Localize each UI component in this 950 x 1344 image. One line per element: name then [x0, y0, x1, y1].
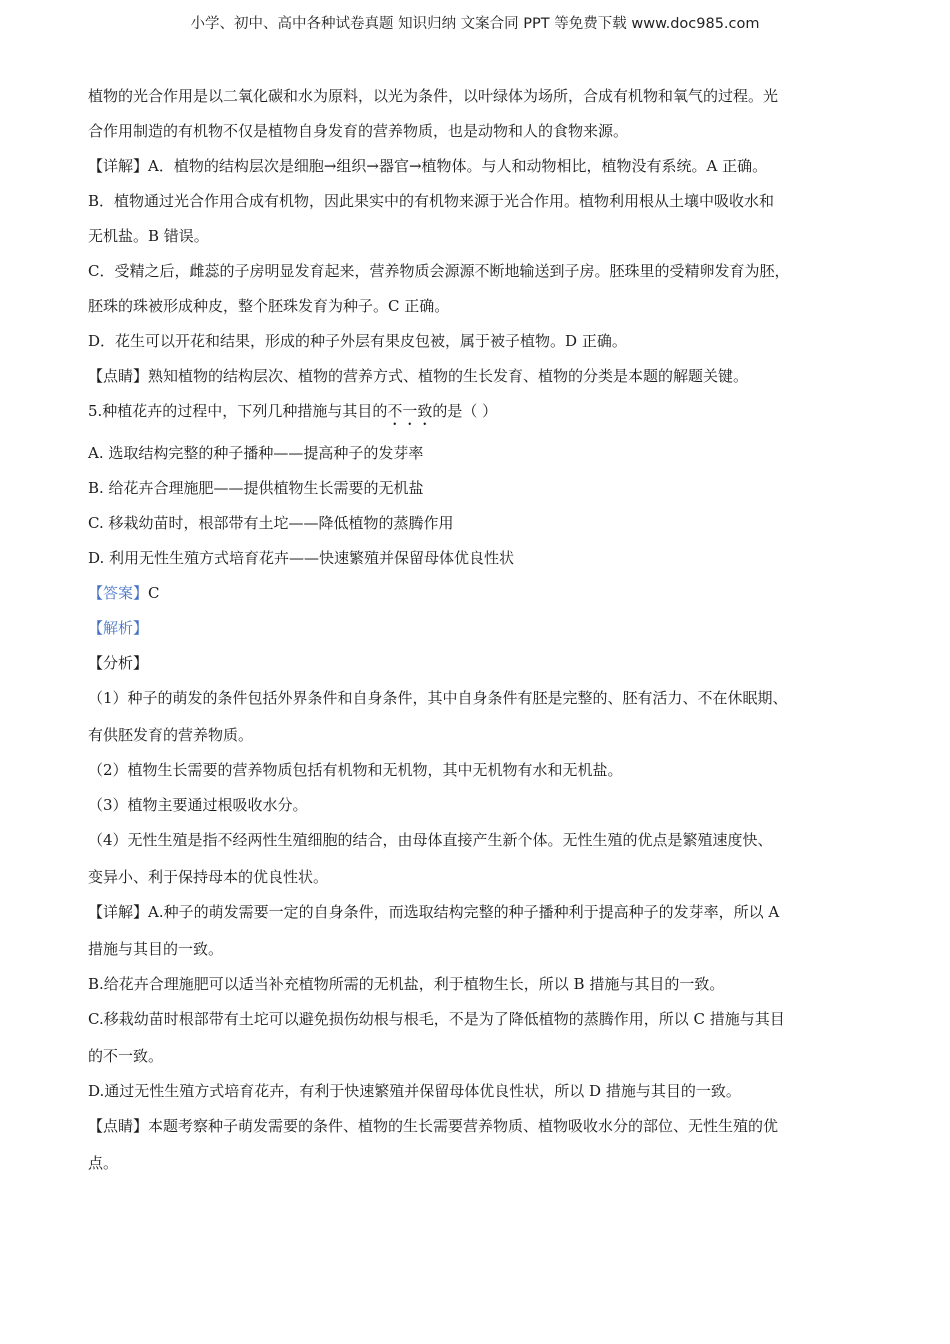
detail-a: 【详解】A．植物的结构层次是细胞→组织→器官→植物体。与人和动物相比，植物没有系统。A 正确。 [88, 157, 768, 175]
text-line: 合作用制造的有机物不仅是植物自身发育的营养物质，也是动物和人的食物来源。 [88, 122, 629, 140]
analyze-label: 【分析】 [88, 654, 149, 672]
answer [88, 582, 878, 604]
answer-label: 【答案】 [88, 584, 149, 602]
stem-emphasis: 不一致 [387, 402, 433, 420]
point-4: （4）无性生殖是指不经两性生殖细胞的结合，由母体直接产生新个体。无性生殖的优点是繁殖速度快、 [88, 831, 773, 849]
stem-post: 的是（ ） [432, 402, 498, 420]
detail-b: 无机盐。B 错误。 [88, 227, 209, 245]
page-header: 小学、初中、高中各种试卷真题 知识归纳 文案合同 PPT 等免费下载 www.doc985.com [190, 16, 760, 32]
analysis-label: 【解析】 [88, 619, 149, 637]
detail-c: C.移栽幼苗时根部带有土坨可以避免损伤幼根与根毛，不是为了降低植物的蒸腾作用，所以 C 措施与其目 [88, 1010, 785, 1028]
option-a: A. 选取结构完整的种子播种——提高种子的发芽率 [88, 444, 424, 462]
point-4: 变异小、利于保持母本的优良性状。 [88, 868, 329, 886]
document-body [88, 85, 878, 1174]
option-c: C. 移栽幼苗时，根部带有土坨——降低植物的蒸腾作用 [88, 514, 454, 532]
detail-c: 的不一致。 [88, 1047, 164, 1065]
tip: 点。 [88, 1154, 119, 1172]
detail-c: 胚珠的珠被形成种皮，整个胚珠发育为种子。C 正确。 [88, 297, 450, 315]
tip: 【点睛】本题考察种子萌发需要的条件、植物的生长需要营养物质、植物吸收水分的部位、无性生殖的优 [88, 1117, 779, 1135]
text-line: 植物的光合作用是以二氧化碳和水为原料，以光为条件，以叶绿体为场所，合成有机物和氧气的过程。光 [88, 87, 779, 105]
detail-a: 措施与其目的一致。 [88, 940, 224, 958]
detail-c: C．受精之后，雌蕊的子房明显发育起来，营养物质会源源不断地输送到子房。胚珠里的受精卵发育为胚， [88, 262, 790, 280]
point-2: （2）植物生长需要的营养物质包括有机物和无机物，其中无机物有水和无机盐。 [88, 761, 623, 779]
detail-a: 【详解】A.种子的萌发需要一定的自身条件，而选取结构完整的种子播种利于提高种子的发芽率，所以 A [88, 903, 780, 921]
point-3: （3）植物主要通过根吸收水分。 [88, 796, 308, 814]
option-d: D. 利用无性生殖方式培育花卉——快速繁殖并保留母体优良性状 [88, 549, 515, 567]
question-stem [88, 400, 878, 429]
answer-value: C [148, 584, 160, 602]
detail-d: D.通过无性生殖方式培育花卉，有利于快速繁殖并保留母体优良性状，所以 D 措施与其目的一致。 [88, 1082, 741, 1100]
option-b: B. 给花卉合理施肥——提供植物生长需要的无机盐 [88, 479, 424, 497]
detail-b: B.给花卉合理施肥可以适当补充植物所需的无机盐，利于植物生长，所以 B 措施与其目的一致。 [88, 975, 725, 993]
detail-b: B．植物通过光合作用合成有机物，因此果实中的有机物来源于光合作用。植物利用根从土壤中吸收水和 [88, 192, 775, 210]
point-1: （1）种子的萌发的条件包括外界条件和自身条件，其中自身条件有胚是完整的、胚有活力、不在休眠期、 [88, 689, 788, 707]
point-1: 有供胚发育的营养物质。 [88, 726, 254, 744]
detail-d: D．花生可以开花和结果，形成的种子外层有果皮包被，属于被子植物。D 正确。 [88, 332, 627, 350]
stem-pre: 5.种植花卉的过程中，下列几种措施与其目的 [88, 402, 388, 420]
tip: 【点睛】熟知植物的结构层次、植物的营养方式、植物的生长发育、植物的分类是本题的解题关键。 [88, 367, 749, 385]
